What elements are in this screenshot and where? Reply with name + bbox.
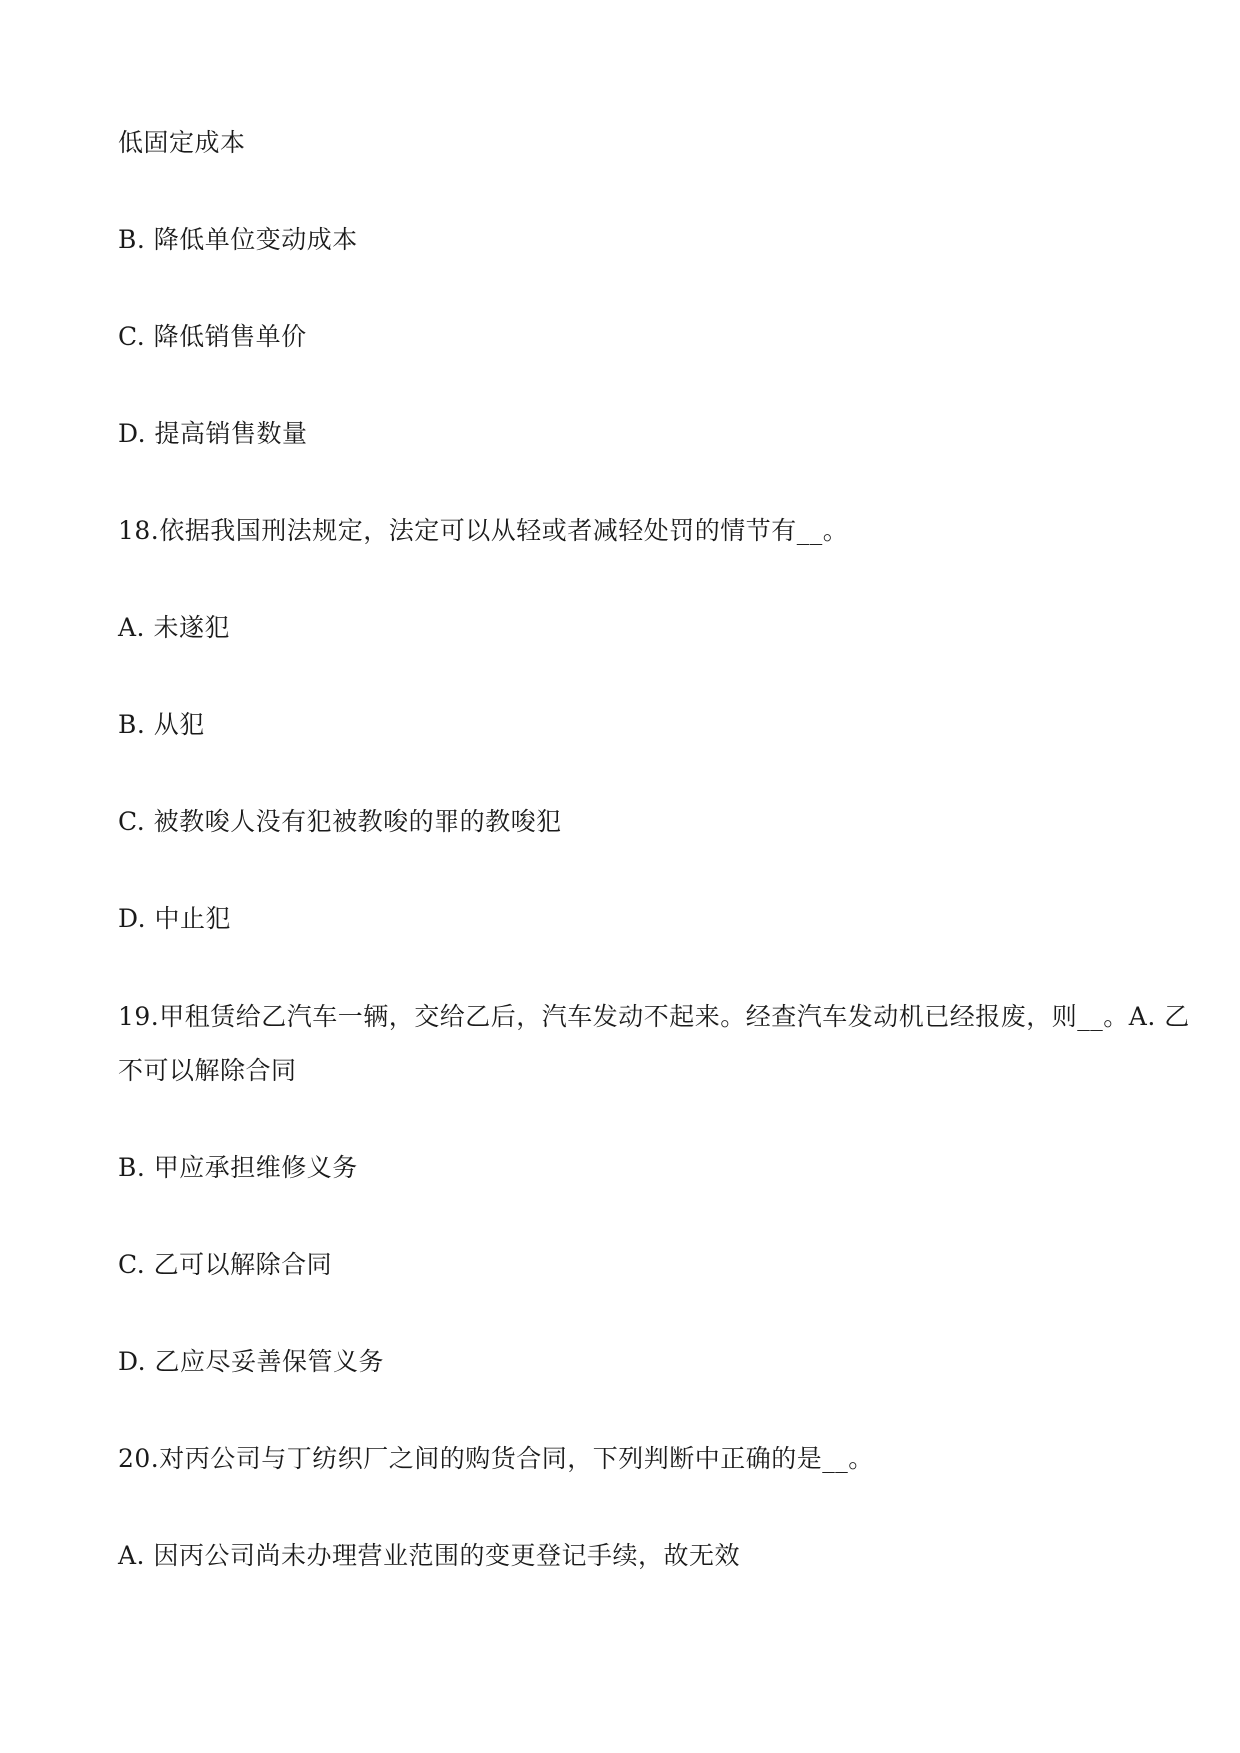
option-a-continuation: 低固定成本 <box>118 128 246 157</box>
q19-option-d: D. 乙应尽妥善保管义务 <box>118 1347 385 1376</box>
q18-option-b: B. 从犯 <box>118 710 205 739</box>
question-18: 18.依据我国刑法规定，法定可以从轻或者减轻处罚的情节有__。 <box>118 516 849 545</box>
q18-option-a: A. 未遂犯 <box>118 613 230 642</box>
question-20: 20.对丙公司与丁纺织厂之间的购货合同，下列判断中正确的是__。 <box>118 1444 874 1473</box>
question-19: 19.甲租赁给乙汽车一辆，交给乙后，汽车发动不起来。经查汽车发动机已经报废，则__。A. 乙 <box>118 1002 1190 1031</box>
q19-option-b: B. 甲应承担维修义务 <box>118 1153 358 1182</box>
q20-option-a: A. 因丙公司尚未办理营业范围的变更登记手续，故无效 <box>118 1541 740 1570</box>
q17-option-b: B. 降低单位变动成本 <box>118 225 358 254</box>
q19-option-c: C. 乙可以解除合同 <box>118 1250 333 1279</box>
q18-option-d: D. 中止犯 <box>118 904 232 933</box>
q18-option-c: C. 被教唆人没有犯被教唆的罪的教唆犯 <box>118 807 562 836</box>
q17-option-d: D. 提高销售数量 <box>118 419 308 448</box>
question-19-continuation: 不可以解除合同 <box>118 1056 297 1085</box>
q17-option-c: C. 降低销售单价 <box>118 322 307 351</box>
